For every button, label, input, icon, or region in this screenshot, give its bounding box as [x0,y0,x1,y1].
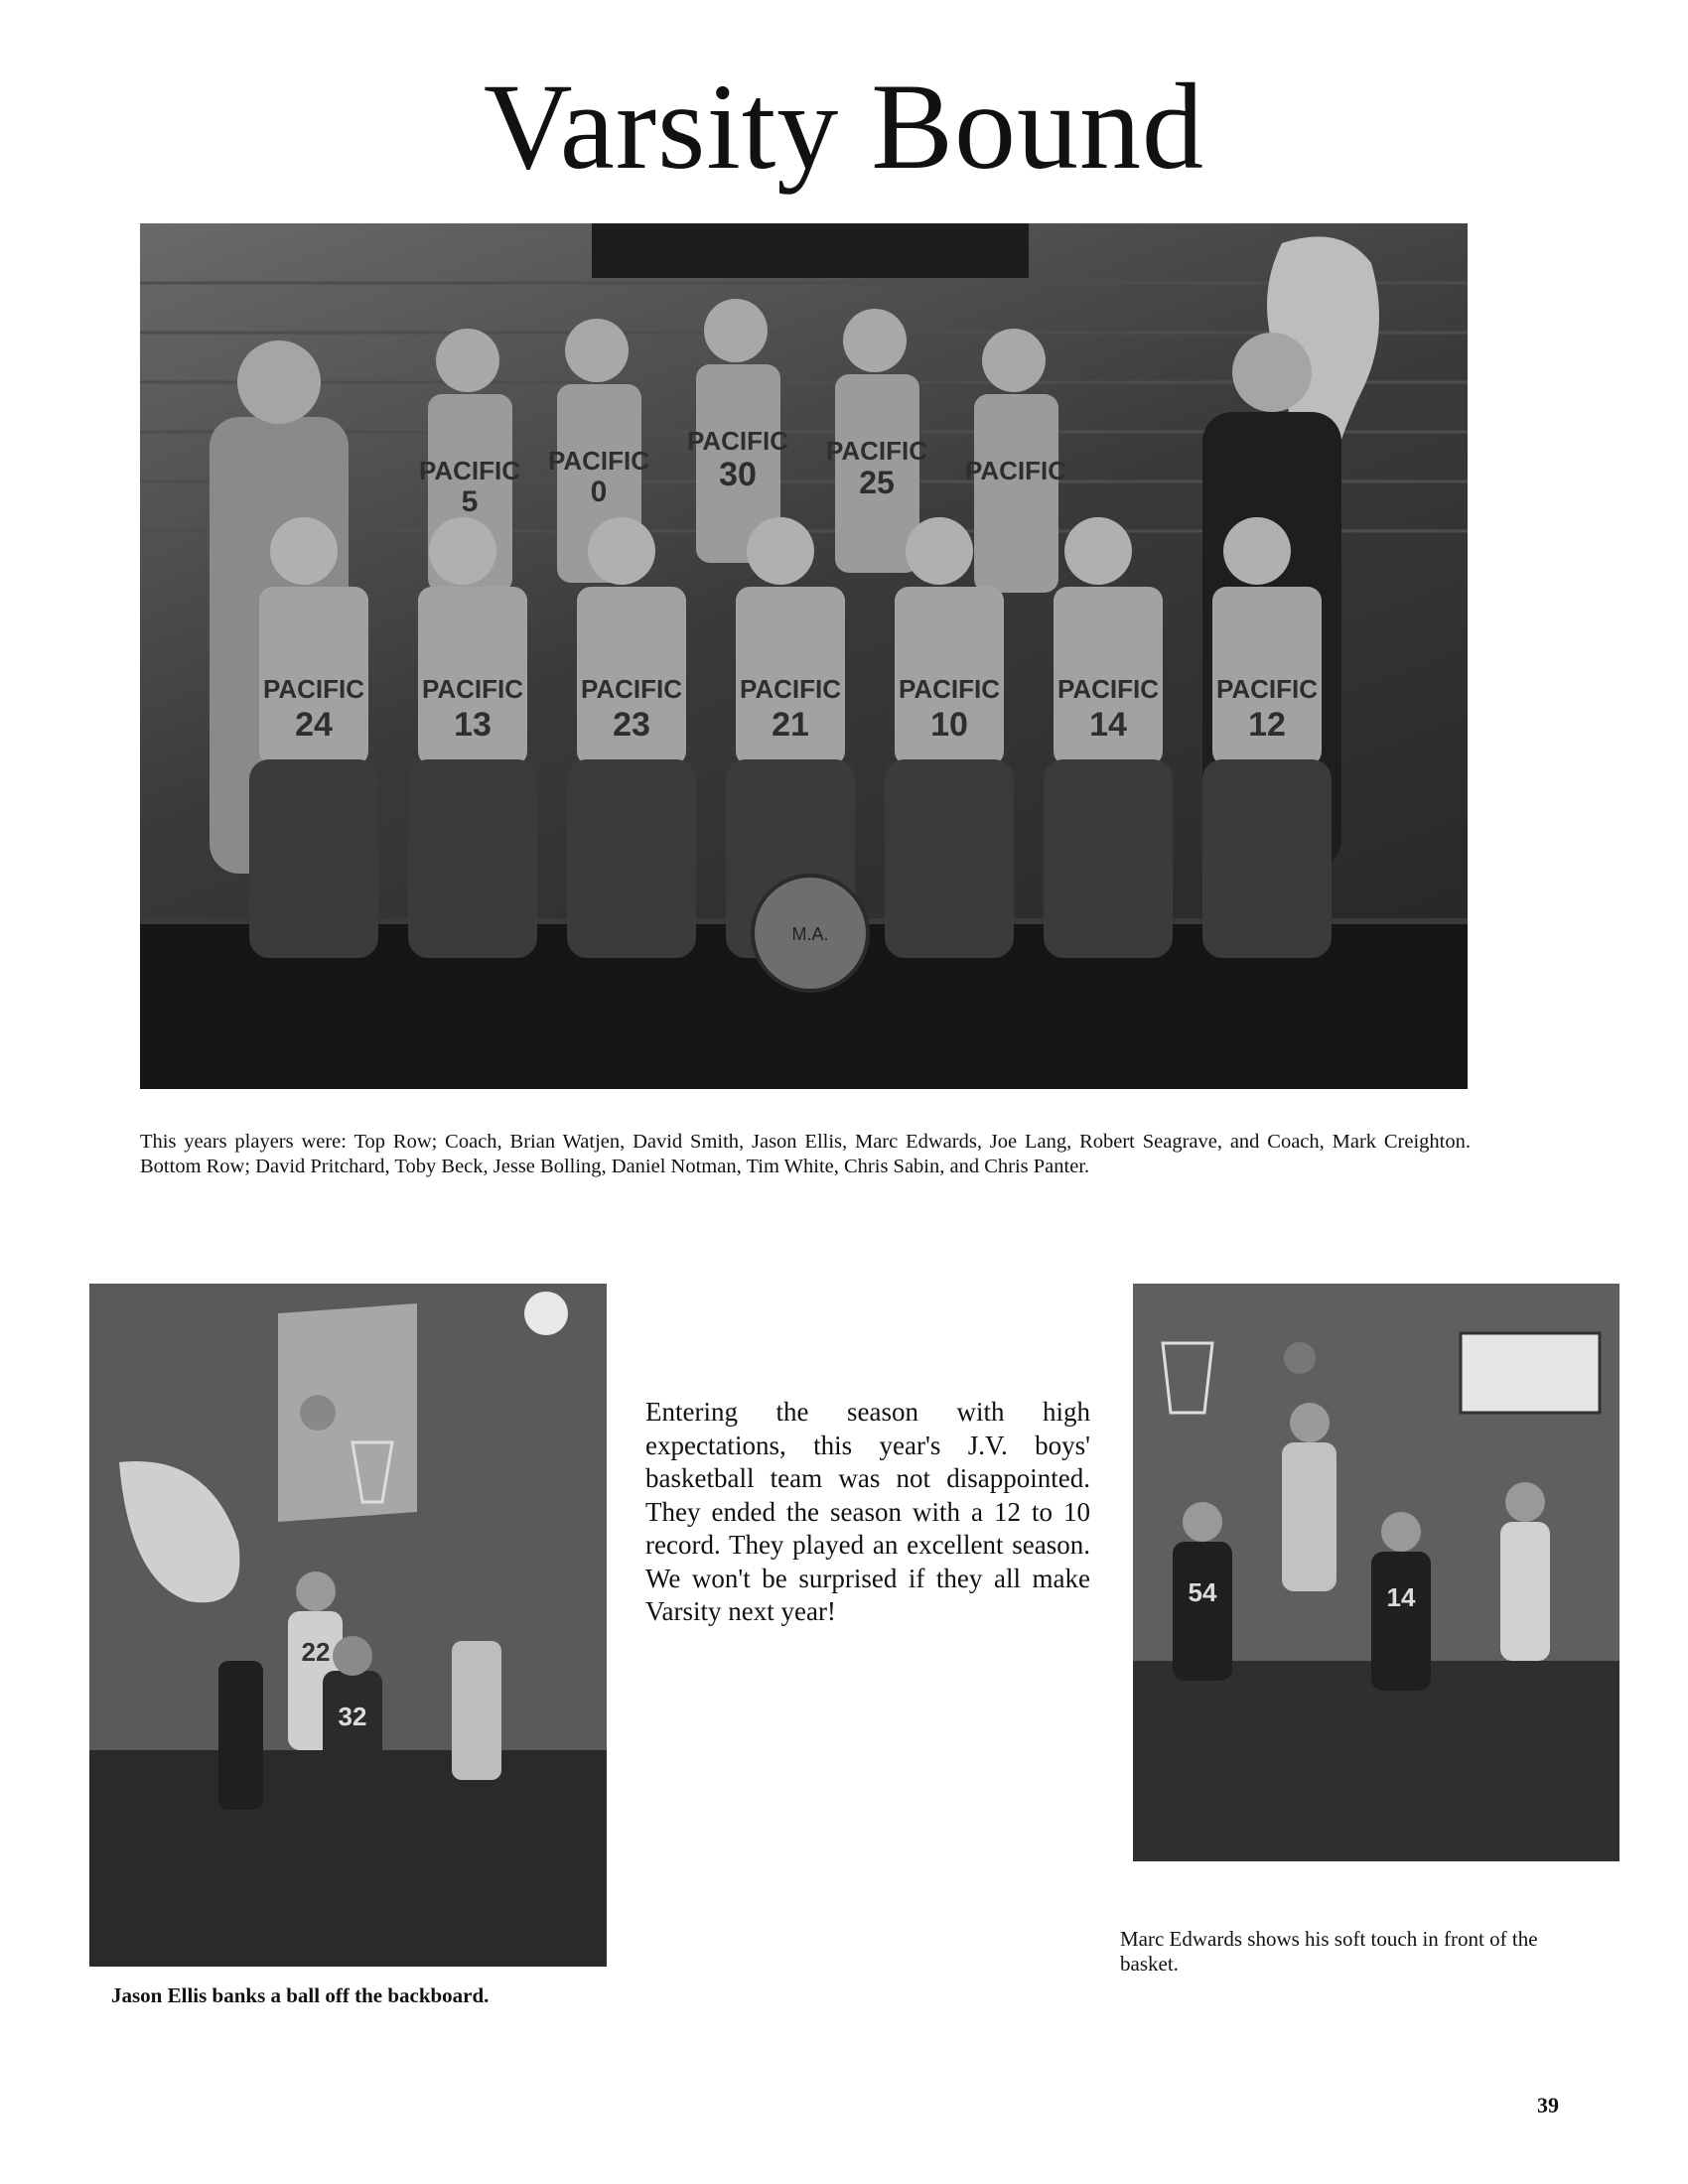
jersey-text: PACIFIC [825,436,928,466]
jersey-text: PACIFIC [547,446,650,476]
ball-text: M.A. [791,924,829,944]
jersey-number: 21 [772,706,809,744]
jersey-number: 14 [1089,706,1127,744]
jersey-number: 14 [1386,1582,1416,1612]
jersey-text: PACIFIC [421,674,524,704]
jersey-text: PACIFIC [418,456,521,485]
right-photo-caption: Marc Edwards shows his soft touch in front of the basket. [1120,1927,1538,1976]
jersey-number: 23 [613,706,650,744]
page-title: Varsity Bound [484,59,1204,195]
jersey-number: 22 [301,1637,331,1667]
basketball-icon [1284,1342,1316,1374]
article-text: Entering the season with high expectations, this year's J.V. boys' basketball team was not disappointed. They ended the season with a 12 to 10 record. They played an excellent season. We won't be surprised if they all make Varsity next year! [645,1397,1090,1626]
jersey-text: PACIFIC [1056,674,1160,704]
jersey-text: PACIFIC [262,674,365,704]
jersey-number: 13 [454,706,492,744]
basketball-icon [300,1395,336,1431]
jersey-text: PACIFIC [580,674,683,704]
jersey-number: 24 [295,706,333,744]
team-photo-caption: This years players were: Top Row; Coach, Brian Watjen, David Smith, Jason Ellis, Marc Edwards, Joe Lang, Robert Seagrave, and Coach, Mark Creighton. Bottom Row; David Pritchard, Toby Beck, Jesse Bolling, Daniel Notman, Tim White, Chris Sabin, and Chris Panter. [140,1131,1471,1177]
jersey-number: 25 [859,465,895,500]
left-action-photo [89,1284,607,1967]
jersey-number: 30 [719,456,757,493]
jersey-text: PACIFIC [686,426,789,456]
jersey-number: 32 [338,1702,367,1731]
team-photo [140,223,1468,1089]
jersey-number: 5 [461,485,479,518]
jersey-text: PACIFIC [1215,674,1319,704]
jersey-number: 0 [590,476,608,508]
left-photo-caption: Jason Ellis banks a ball off the backboard. [111,1983,490,2007]
page-number: 39 [1537,2093,1559,2117]
jersey-text: PACIFIC [964,456,1067,485]
jersey-text: PACIFIC [739,674,842,704]
jersey-number: 54 [1188,1577,1217,1607]
jersey-number: 12 [1248,706,1286,744]
jersey-number: 10 [930,706,968,744]
jersey-text: PACIFIC [898,674,1001,704]
right-action-photo [1133,1284,1619,1861]
